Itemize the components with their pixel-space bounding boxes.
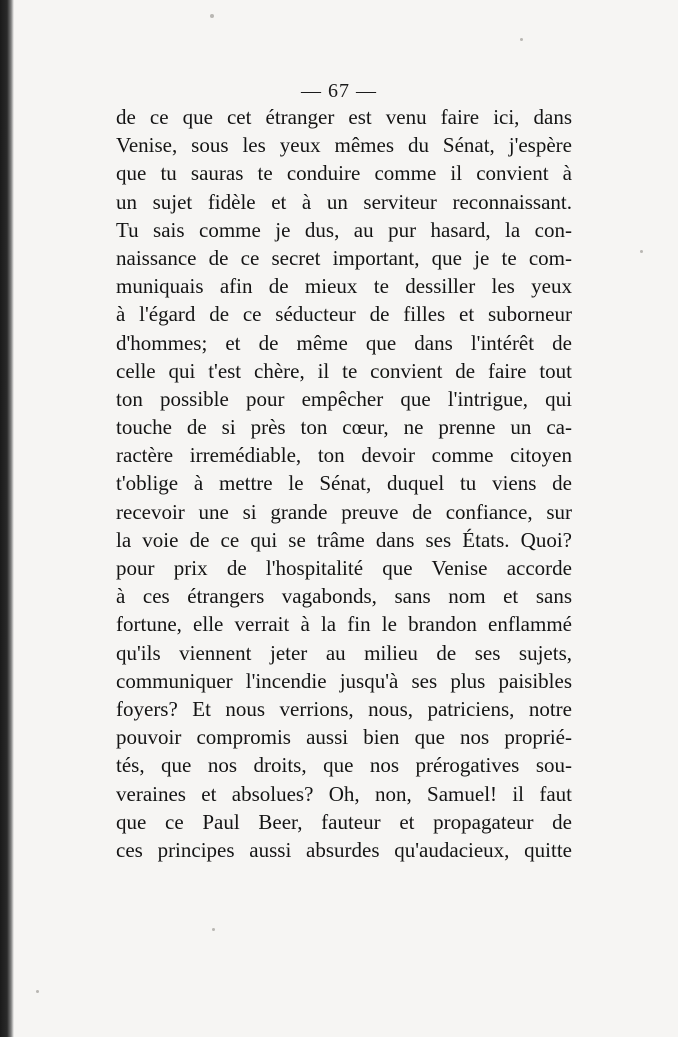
text-line: la voie de ce qui se trâme dans ses États. Quoi? bbox=[116, 527, 572, 552]
text-line: Tu sais comme je dus, au pur hasard, la con- bbox=[116, 217, 572, 242]
text-line: de ce que cet étranger est venu faire ici, dans bbox=[116, 105, 572, 129]
text-line: qu'ils viennent jeter au milieu de ses sujets, bbox=[116, 640, 572, 665]
page-number: — 67 — bbox=[301, 80, 377, 102]
text-line: à l'égard de ce séducteur de filles et suborneur bbox=[116, 302, 572, 327]
paper-speck bbox=[36, 990, 39, 993]
text-line: que ce Paul Beer, fauteur et propagateur de bbox=[116, 809, 572, 834]
text-line: ces principes aussi absurdes qu'audacieux, quitte bbox=[116, 837, 572, 862]
text-line: pouvoir compromis aussi bien que nos proprié- bbox=[116, 725, 572, 750]
text-line: touche de si près ton cœur, ne prenne un ca- bbox=[116, 415, 572, 440]
paper-speck bbox=[640, 250, 643, 253]
text-line: celle qui t'est chère, il te convient de faire tout bbox=[116, 358, 572, 383]
text-line: que tu sauras te conduire comme il convient à bbox=[116, 161, 572, 186]
text-line: un sujet fidèle et à un serviteur reconnaissant. bbox=[116, 189, 572, 214]
text-line: tés, que nos droits, que nos prérogatives sou- bbox=[116, 753, 572, 778]
text-line: t'oblige à mettre le Sénat, duquel tu viens de bbox=[116, 471, 572, 496]
text-line: muniquais afin de mieux te dessiller les yeux bbox=[116, 274, 572, 299]
text-line: ton possible pour empêcher que l'intrigue, qui bbox=[116, 386, 572, 411]
text-line: pour prix de l'hospitalité que Venise accorde bbox=[116, 556, 572, 580]
text-line: fortune, elle verrait à la fin le brandon enflammé bbox=[116, 612, 572, 637]
text-line: d'hommes; et de même que dans l'intérêt de bbox=[116, 330, 572, 355]
paper-speck bbox=[520, 38, 523, 41]
paper-speck bbox=[210, 14, 214, 18]
text-line: Venise, sous les yeux mêmes du Sénat, j'espère bbox=[116, 133, 572, 158]
text-line: ractère irremédiable, ton devoir comme citoyen bbox=[116, 443, 572, 468]
text-line: naissance de ce secret important, que je te com- bbox=[116, 245, 572, 270]
binding-shadow bbox=[0, 0, 14, 1037]
text-line: foyers? Et nous verrions, nous, patriciens, notre bbox=[116, 696, 572, 721]
paper-speck bbox=[212, 928, 215, 931]
text-line: recevoir une si grande preuve de confiance, sur bbox=[116, 499, 572, 524]
text-line: veraines et absolues? Oh, non, Samuel! il faut bbox=[116, 781, 572, 806]
text-line: à ces étrangers vagabonds, sans nom et sans bbox=[116, 584, 572, 609]
text-line: communiquer l'incendie jusqu'à ses plus paisibles bbox=[116, 668, 572, 693]
body-text bbox=[116, 103, 572, 864]
